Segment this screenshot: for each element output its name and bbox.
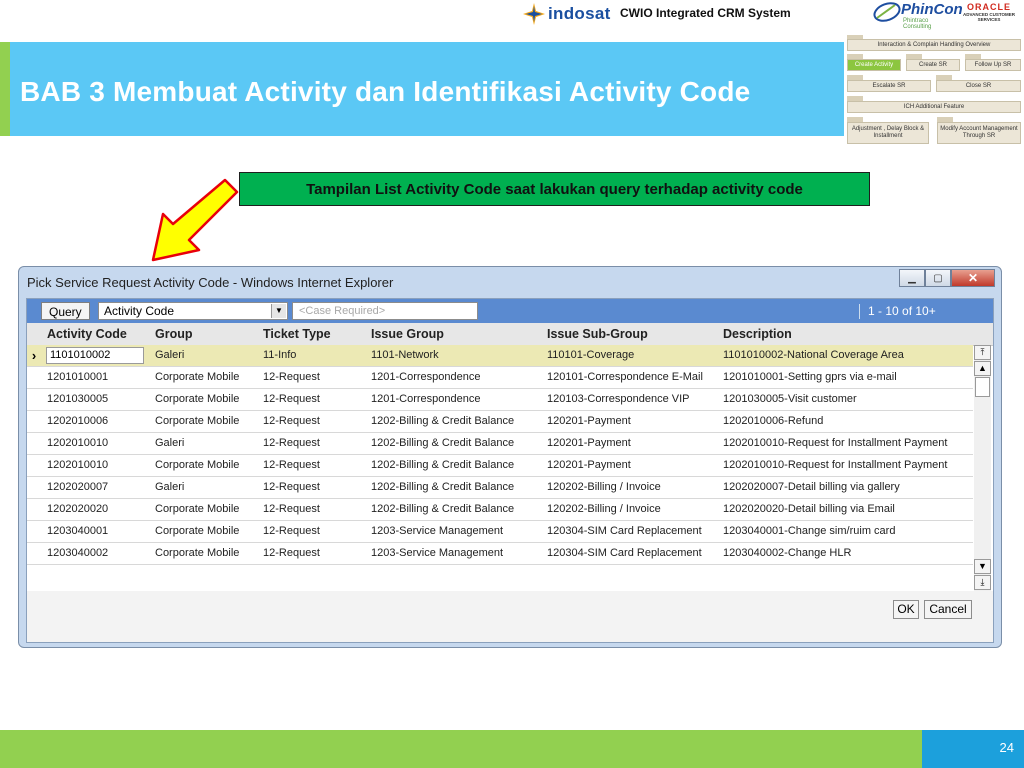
- description-cell: 1201010001-Setting gprs via e-mail: [723, 371, 897, 383]
- column-header-group[interactable]: Group: [155, 327, 193, 341]
- issue-group-cell: 1202-Billing & Credit Balance: [371, 503, 515, 515]
- ticket-type-cell: 12-Request: [263, 547, 320, 559]
- table-row[interactable]: [27, 389, 973, 411]
- phincon-swoosh-icon: [873, 0, 903, 24]
- slide-title: BAB 3 Membuat Activity dan Identifikasi Activity Code: [20, 76, 751, 107]
- ticket-type-cell: 12-Request: [263, 437, 320, 449]
- table-row[interactable]: [27, 455, 973, 477]
- issue-group-cell: 1202-Billing & Credit Balance: [371, 415, 515, 427]
- description-cell: 1202010010-Request for Installment Payment: [723, 459, 948, 471]
- column-header-activity-code[interactable]: Activity Code: [47, 327, 127, 341]
- pointer-arrow-icon: [149, 178, 239, 262]
- page-number: 24: [999, 740, 1014, 755]
- table-row[interactable]: [27, 521, 973, 543]
- window-title: Pick Service Request Activity Code - Windows Internet Explorer: [27, 275, 394, 290]
- issue-sub-group-cell: 120304-SIM Card Replacement: [547, 547, 702, 559]
- row-selector-icon: ›: [31, 348, 37, 363]
- record-count: 1 - 10 of 10+: [859, 304, 936, 319]
- banner-accent: [0, 42, 10, 136]
- group-cell: Galeri: [155, 481, 185, 493]
- issue-sub-group-cell: 120201-Payment: [547, 437, 631, 449]
- scroll-first-icon[interactable]: ⤒: [974, 345, 991, 360]
- group-cell: Corporate Mobile: [155, 459, 240, 471]
- description-cell: 1201030005-Visit customer: [723, 393, 857, 405]
- description-cell: 1202020007-Detail billing via gallery: [723, 481, 900, 493]
- query-toolbar: [27, 299, 993, 323]
- field-select-value: Activity Code: [104, 304, 175, 318]
- callout-text: Tampilan List Activity Code saat lakukan query terhadap activity code: [306, 180, 803, 198]
- ticket-type-cell: 12-Request: [263, 525, 320, 537]
- oracle-subtitle: ADVANCED CUSTOMER SERVICES: [962, 12, 1016, 22]
- issue-group-cell: 1201-Correspondence: [371, 393, 481, 405]
- description-cell: 1203040001-Change sim/ruim card: [723, 525, 896, 537]
- footer-page-box: [922, 730, 1024, 768]
- flow-box-create-activity: Create Activity: [847, 59, 901, 71]
- scroll-last-icon[interactable]: ⤓: [974, 575, 991, 590]
- maximize-icon[interactable]: ▢: [925, 269, 951, 287]
- activity-code-cell: 1201010001: [47, 371, 109, 383]
- activity-code-cell: 1203040001: [47, 525, 109, 537]
- issue-group-cell: 1101-Network: [371, 349, 439, 361]
- oracle-wordmark: ORACLE: [967, 2, 1011, 12]
- dialog-footer: [27, 591, 993, 642]
- issue-sub-group-cell: 120202-Billing / Invoice: [547, 503, 661, 515]
- issue-group-cell: 1201-Correspondence: [371, 371, 481, 383]
- cancel-button[interactable]: Cancel: [924, 600, 972, 619]
- column-header-ticket-type[interactable]: Ticket Type: [263, 327, 331, 341]
- table-row[interactable]: [27, 543, 973, 565]
- flow-box-overview: Interaction & Complain Handling Overview: [847, 39, 1021, 51]
- table-row[interactable]: [27, 411, 973, 433]
- phincon-logo: [873, 0, 963, 30]
- issue-group-cell: 1203-Service Management: [371, 525, 504, 537]
- flow-box-adjustment: Adjustment , Delay Block & Installment: [847, 122, 929, 144]
- chevron-down-icon[interactable]: ▼: [271, 304, 286, 318]
- table-row[interactable]: [27, 367, 973, 389]
- issue-group-cell: 1203-Service Management: [371, 547, 504, 559]
- flow-box-escalate-sr: Escalate SR: [847, 80, 931, 92]
- activity-code-cell: 1202010010: [47, 437, 109, 449]
- scroll-down-icon[interactable]: ▼: [974, 559, 991, 574]
- issue-sub-group-cell: 120103-Correspondence VIP: [547, 393, 690, 405]
- table-row[interactable]: [27, 433, 973, 455]
- activity-code-cell: 1202020020: [47, 503, 109, 515]
- window-controls: [899, 269, 995, 287]
- ok-button[interactable]: OK: [893, 600, 919, 619]
- oracle-logo: [957, 2, 1021, 26]
- flow-box-create-sr: Create SR: [906, 59, 960, 71]
- issue-sub-group-cell: 110101-Coverage: [547, 349, 635, 361]
- indosat-star-icon: [523, 3, 545, 25]
- activity-code-cell: 1201030005: [47, 393, 109, 405]
- issue-group-cell: 1202-Billing & Credit Balance: [371, 437, 515, 449]
- ticket-type-cell: 12-Request: [263, 415, 320, 427]
- process-flow-diagram: [845, 33, 1024, 148]
- query-button[interactable]: Query: [41, 302, 90, 320]
- activity-code-cell[interactable]: 1101010002: [46, 347, 144, 364]
- issue-group-cell: 1202-Billing & Credit Balance: [371, 481, 515, 493]
- table-row[interactable]: [27, 499, 973, 521]
- issue-sub-group-cell: 120304-SIM Card Replacement: [547, 525, 702, 537]
- scroll-up-icon[interactable]: ▲: [974, 361, 991, 376]
- ticket-type-cell: 12-Request: [263, 503, 320, 515]
- activity-code-cell: 1202010010: [47, 459, 109, 471]
- group-cell: Corporate Mobile: [155, 547, 240, 559]
- activity-code-cell: 1203040002: [47, 547, 109, 559]
- pick-activity-window: [18, 266, 1002, 648]
- phincon-subtitle: Phintraco Consulting: [903, 18, 932, 30]
- description-cell: 1203040002-Change HLR: [723, 547, 852, 559]
- issue-sub-group-cell: 120201-Payment: [547, 459, 631, 471]
- column-header-issue-group[interactable]: Issue Group: [371, 327, 444, 341]
- ticket-type-cell: 11-Info: [263, 349, 297, 361]
- issue-group-cell: 1202-Billing & Credit Balance: [371, 459, 515, 471]
- table-row[interactable]: [27, 477, 973, 499]
- description-cell: 1202010006-Refund: [723, 415, 824, 427]
- group-cell: Corporate Mobile: [155, 393, 240, 405]
- group-cell: Corporate Mobile: [155, 503, 240, 515]
- description-cell: 1202010010-Request for Installment Payment: [723, 437, 948, 449]
- close-icon[interactable]: ✕: [951, 269, 995, 287]
- issue-sub-group-cell: 120101-Correspondence E-Mail: [547, 371, 703, 383]
- search-value-input[interactable]: <Case Required>: [292, 302, 478, 320]
- field-select[interactable]: [98, 302, 288, 320]
- table-row[interactable]: [27, 345, 973, 367]
- column-header-issue-sub-group[interactable]: Issue Sub-Group: [547, 327, 648, 341]
- grid-header: [27, 323, 993, 346]
- ticket-type-cell: 12-Request: [263, 371, 320, 383]
- group-cell: Corporate Mobile: [155, 415, 240, 427]
- column-header-description[interactable]: Description: [723, 327, 792, 341]
- ticket-type-cell: 12-Request: [263, 481, 320, 493]
- issue-sub-group-cell: 120201-Payment: [547, 415, 631, 427]
- callout-box: [239, 172, 870, 206]
- window-content: [26, 298, 994, 643]
- flow-box-ich-additional: ICH Additional Feature: [847, 101, 1021, 113]
- group-cell: Galeri: [155, 349, 185, 361]
- indosat-wordmark: indosat: [548, 4, 611, 23]
- activity-code-cell: 1202010006: [47, 415, 109, 427]
- phincon-wordmark: PhinCon: [901, 1, 963, 18]
- flow-box-close-sr: Close SR: [936, 80, 1021, 92]
- flow-box-modify-account: Modify Account Management Through SR: [937, 122, 1021, 144]
- description-cell: 1101010002-National Coverage Area: [723, 349, 904, 361]
- group-cell: Corporate Mobile: [155, 525, 240, 537]
- activity-code-cell: 1202020007: [47, 481, 109, 493]
- flow-box-follow-up-sr: Follow Up SR: [965, 59, 1021, 71]
- indosat-logo: [523, 2, 611, 26]
- group-cell: Galeri: [155, 437, 185, 449]
- vertical-scrollbar[interactable]: [974, 345, 991, 591]
- system-title: CWIO Integrated CRM System: [620, 6, 791, 20]
- ticket-type-cell: 12-Request: [263, 459, 320, 471]
- issue-sub-group-cell: 120202-Billing / Invoice: [547, 481, 661, 493]
- scroll-thumb[interactable]: [975, 377, 990, 397]
- footer-bar: [0, 730, 922, 768]
- description-cell: 1202020020-Detail billing via Email: [723, 503, 895, 515]
- ticket-type-cell: 12-Request: [263, 393, 320, 405]
- group-cell: Corporate Mobile: [155, 371, 240, 383]
- minimize-icon[interactable]: ▁: [899, 269, 925, 287]
